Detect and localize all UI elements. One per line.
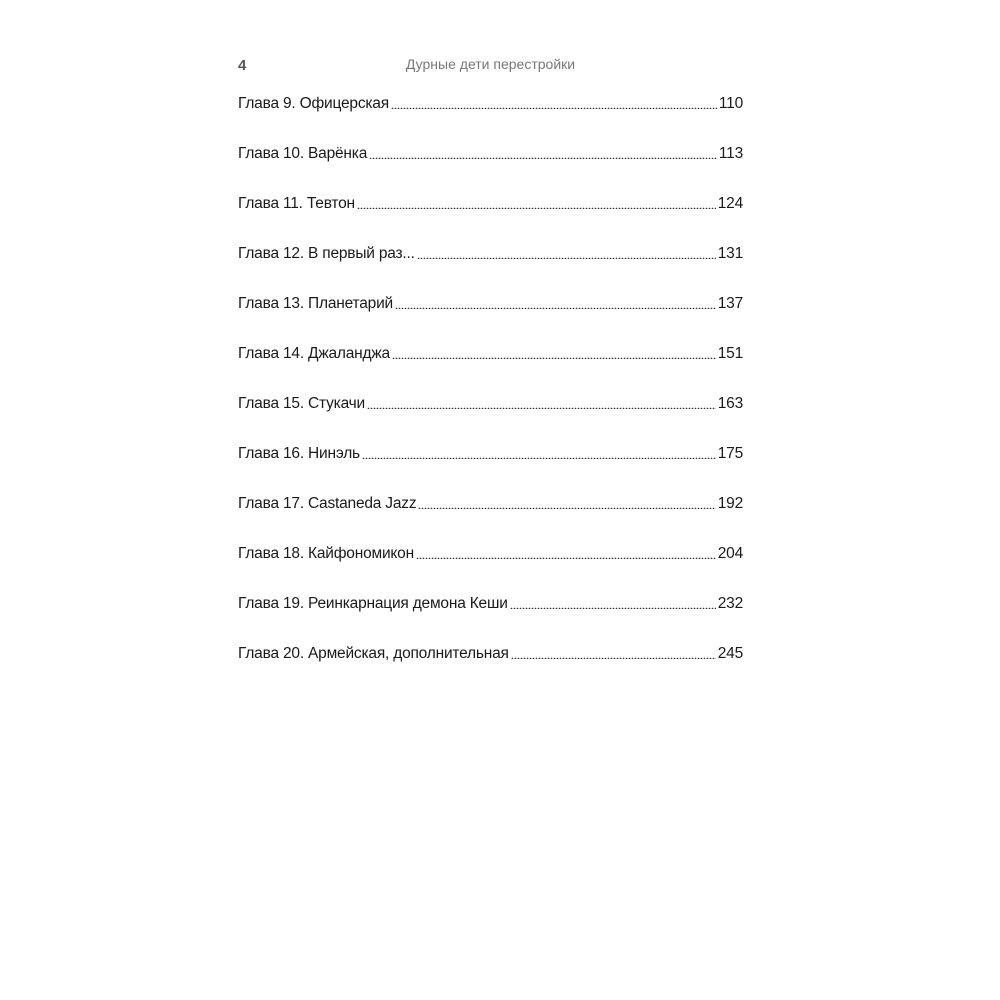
- running-title: Дурные дети перестройки: [405, 56, 576, 72]
- dot-leader: [357, 193, 716, 209]
- dot-leader: [392, 343, 716, 359]
- toc-entry-page: 137: [717, 295, 743, 312]
- dot-leader: [369, 143, 717, 159]
- toc-entry: [238, 543, 743, 593]
- toc-entry-title: Глава 10. Варёнка: [238, 145, 368, 162]
- toc-entry-page: 245: [717, 645, 743, 662]
- toc-entry-title: Глава 14. Джаланджа: [238, 345, 390, 362]
- toc-entry-page: 204: [717, 545, 743, 562]
- toc-entry: [238, 443, 743, 493]
- dot-leader: [418, 493, 715, 509]
- toc-entry-title: Глава 20. Армейская, дополнительная: [238, 645, 509, 662]
- toc-entry: [238, 593, 743, 643]
- toc-entry-page: 232: [717, 595, 743, 612]
- toc-entry-page: 192: [717, 495, 743, 512]
- dot-leader: [416, 543, 716, 559]
- dot-leader: [510, 593, 716, 609]
- toc-entry: [238, 493, 743, 543]
- dot-leader: [391, 93, 717, 109]
- toc-entry-page: 151: [717, 345, 743, 362]
- toc-entry-title: Глава 12. В первый раз...: [238, 245, 415, 262]
- page-number: 4: [238, 57, 247, 74]
- toc-entry: [238, 393, 743, 443]
- page-header: [238, 55, 743, 77]
- toc-entry-page: 110: [718, 95, 743, 112]
- toc-entry: [238, 143, 743, 193]
- toc-entry-title: Глава 11. Тевтон: [238, 195, 355, 212]
- toc-entry-title: Глава 19. Реинкарнация демона Кеши: [238, 595, 508, 612]
- toc-entry-title: Глава 16. Нинэль: [238, 445, 360, 462]
- toc-entry: [238, 243, 743, 293]
- toc-entry-page: 131: [717, 245, 743, 262]
- toc-entry-page: 124: [717, 195, 743, 212]
- dot-leader: [395, 293, 716, 309]
- toc-entry-page: 113: [718, 145, 743, 162]
- toc-entry-title: Глава 18. Кайфономикон: [238, 545, 414, 562]
- toc-entry: [238, 93, 743, 143]
- toc-entry-title: Глава 15. Стукачи: [238, 395, 365, 412]
- toc-entry: [238, 643, 743, 693]
- toc-entry: [238, 343, 743, 393]
- toc-entry-title: Глава 13. Планетарий: [238, 295, 393, 312]
- table-of-contents: [238, 93, 743, 693]
- dot-leader: [417, 243, 716, 259]
- toc-entry: [238, 293, 743, 343]
- toc-entry-page: 163: [717, 395, 743, 412]
- toc-entry-page: 175: [717, 445, 743, 462]
- dot-leader: [367, 393, 716, 409]
- dot-leader: [511, 643, 716, 659]
- toc-entry: [238, 193, 743, 243]
- dot-leader: [362, 443, 716, 459]
- toc-entry-title: Глава 17. Castaneda Jazz: [238, 495, 417, 512]
- toc-entry-title: Глава 9. Офицерская: [238, 95, 389, 112]
